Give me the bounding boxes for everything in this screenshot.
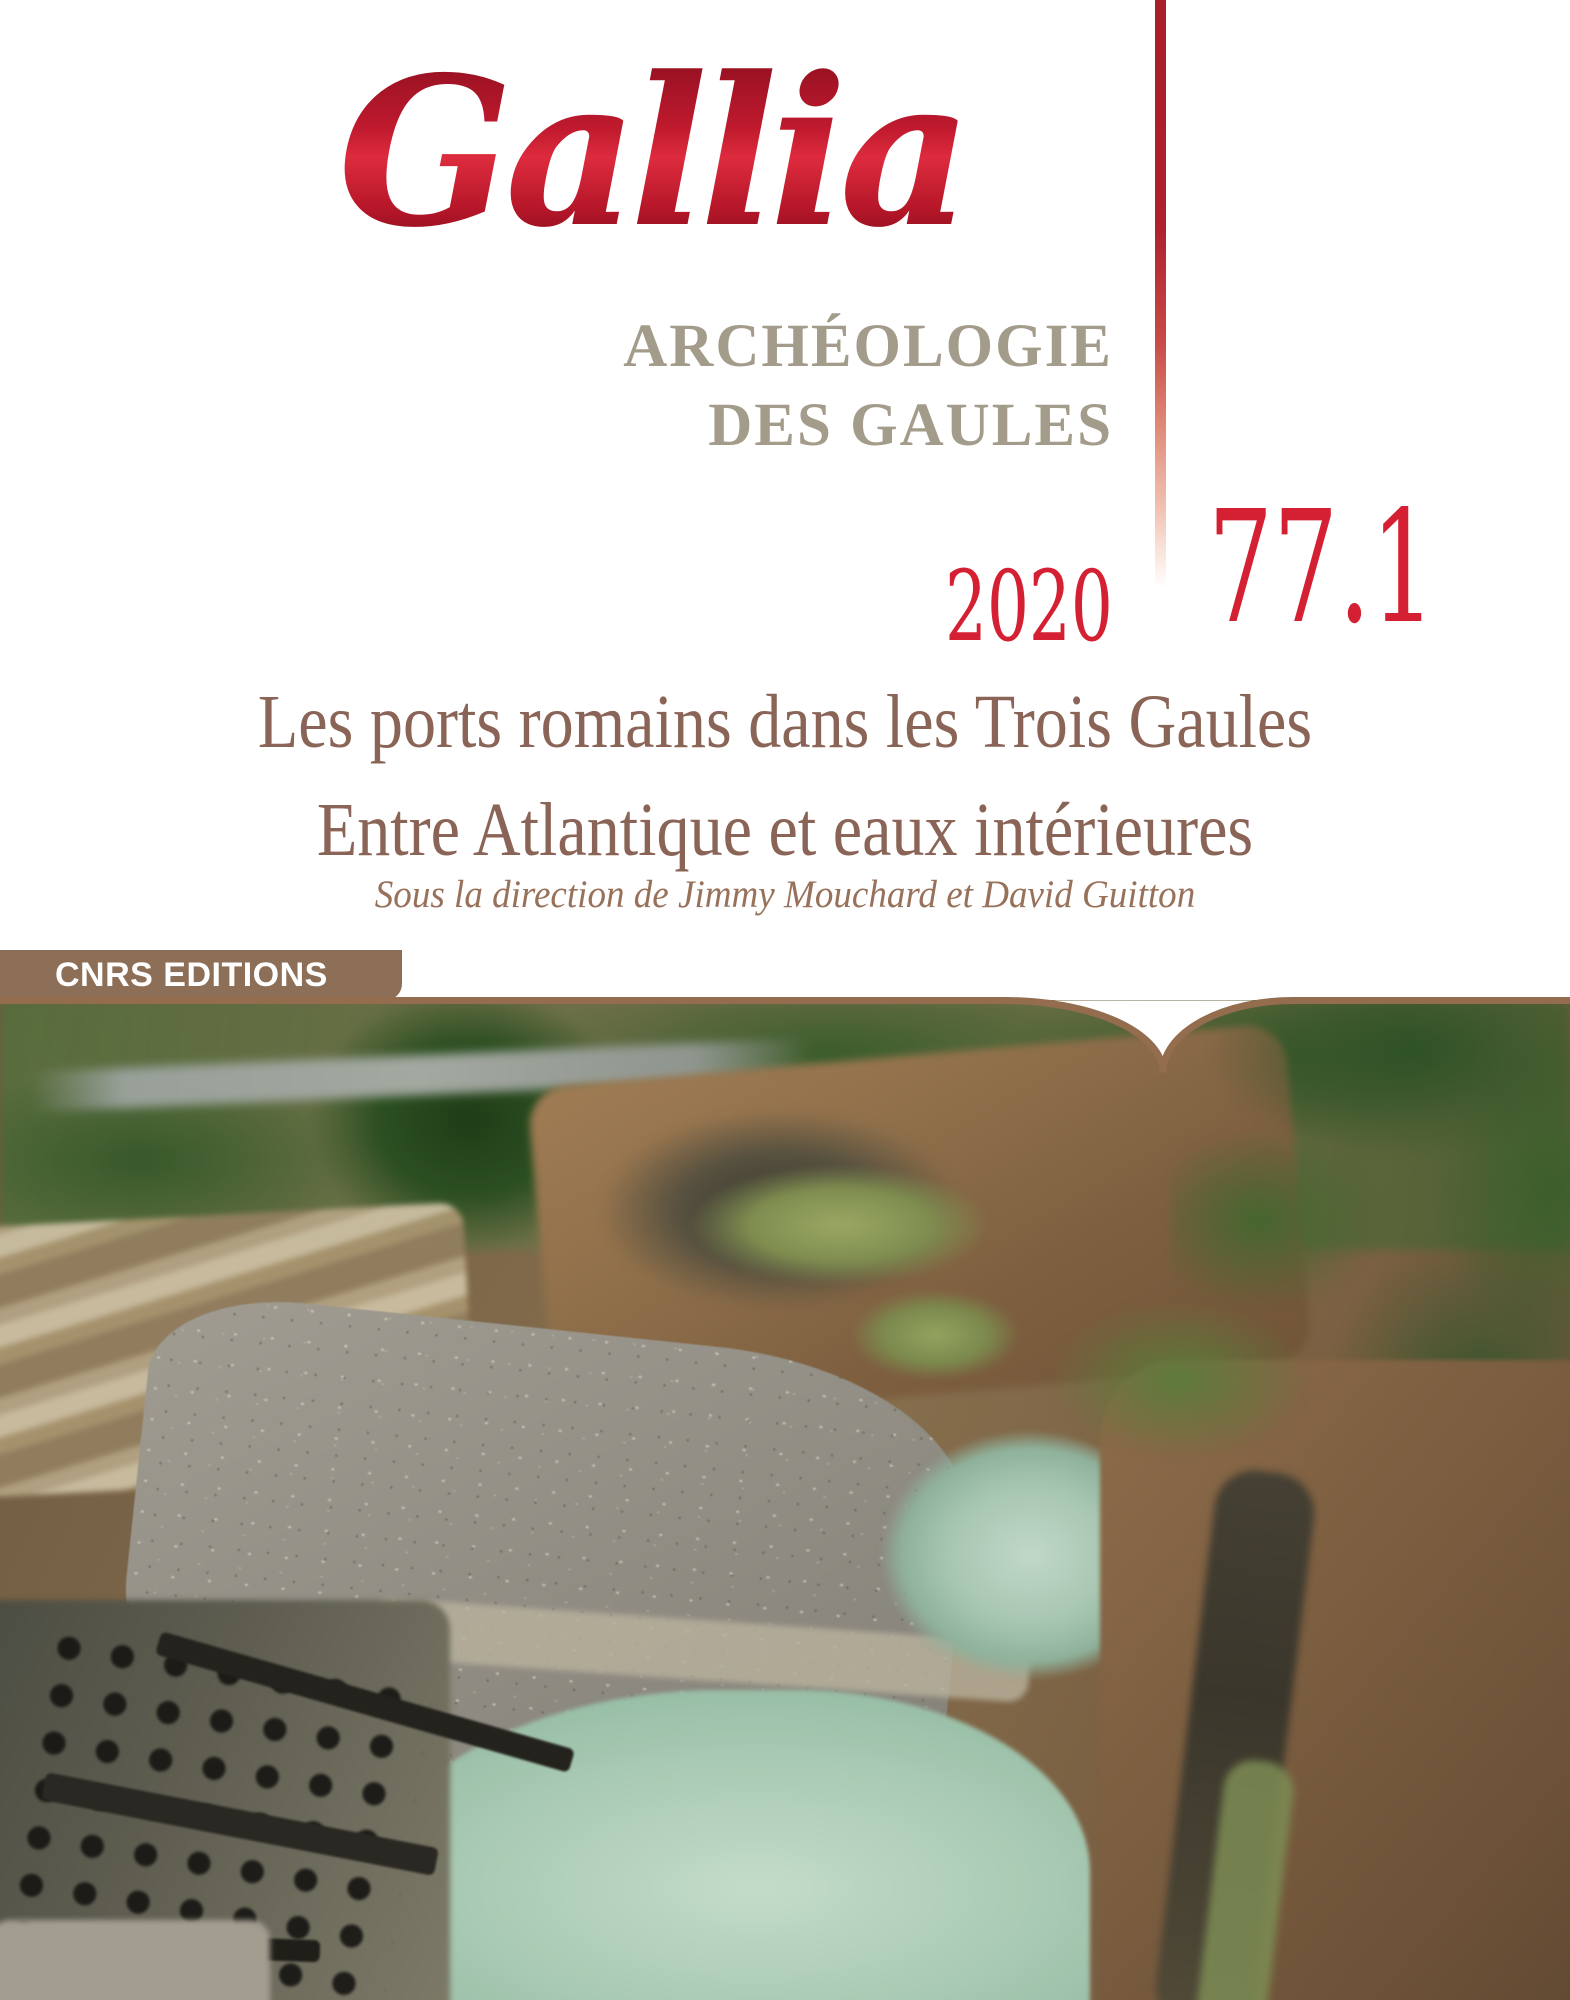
photo-gravel-corner	[0, 1920, 270, 2000]
red-divider-line	[1155, 0, 1166, 588]
photo-top-border	[0, 1001, 1570, 1073]
photo-top-edge	[0, 997, 1570, 1107]
year-label: 2020	[945, 550, 1113, 663]
publisher-label: CNRS EDITIONS	[55, 955, 328, 994]
issue-number: 77.1	[1208, 477, 1436, 658]
photo-small-pond	[850, 1290, 1020, 1380]
photo-grass-slope	[1050, 1300, 1310, 1460]
editors-subtitle: Sous la direction de Jimmy Mouchard et David Guitton	[374, 873, 1196, 916]
tagline-line1: ARCHÉOLOGIE	[623, 313, 1113, 380]
journal-tagline	[623, 307, 1113, 465]
tagline-line2: DES GAULES	[708, 392, 1113, 459]
photo-notch	[1005, 1001, 1293, 1073]
publisher-banner	[0, 950, 402, 1000]
photo-upper-pond	[690, 1165, 990, 1285]
journal-logo: Gallia	[338, 33, 965, 273]
cover-photo	[0, 1000, 1570, 2000]
cover-title-line1: Les ports romains dans les Trois Gaules	[257, 680, 1313, 764]
cover-title-line2: Entre Atlantique et eaux intérieures	[316, 788, 1254, 872]
